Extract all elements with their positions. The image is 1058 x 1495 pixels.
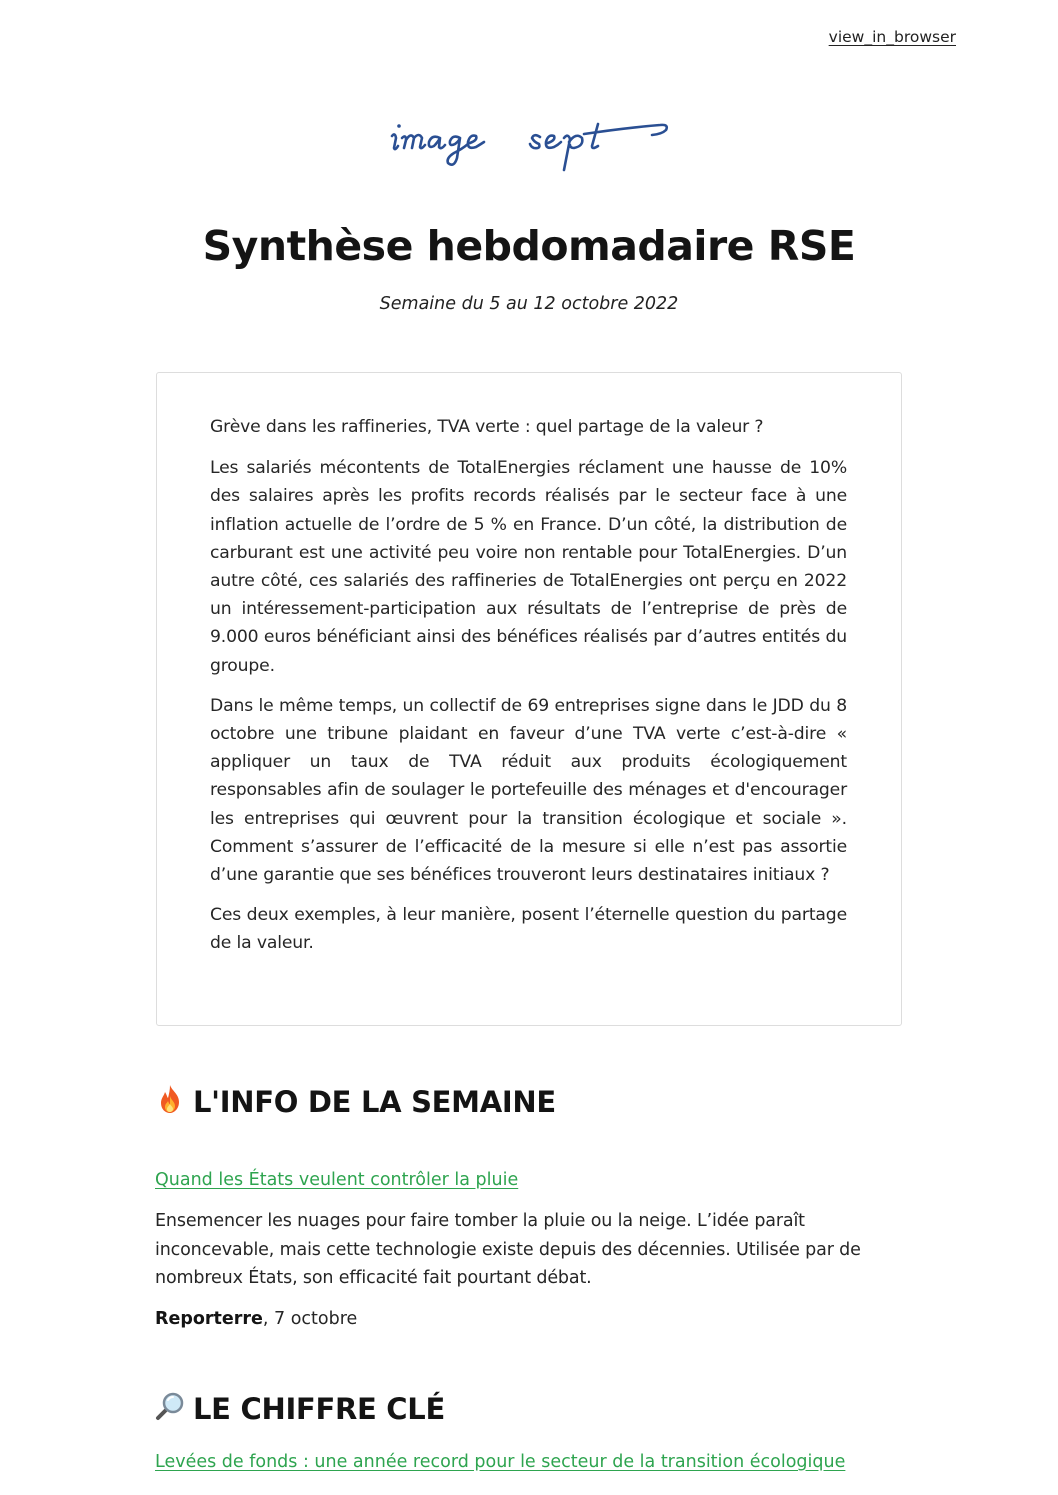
article-link-pluie[interactable]: Quand les États veulent contrôler la pluie <box>155 1170 519 1190</box>
editorial-paragraph: Ces deux exemples, à leur manière, posent l’éternelle question du partage de la valeur. <box>210 905 847 954</box>
article-description: Ensemencer les nuages pour faire tomber la pluie ou la neige. L’idée paraît inconcevable, mais cette technologie existe depuis des décennies. Utilisée par de nombreux États, son efficacité fait pourtant débat. <box>155 1211 861 1288</box>
source-date: , 7 octobre <box>262 1309 358 1329</box>
image-sept-logo <box>384 108 674 178</box>
editorial-lead: Grève dans les raffineries, TVA verte : quel partage de la valeur ? <box>210 417 764 437</box>
section-heading-text: LE CHIFFRE CLÉ <box>193 1392 445 1426</box>
page-title: Synthèse hebdomadaire RSE <box>202 222 856 270</box>
section-heading-info <box>155 1082 556 1122</box>
editorial-paragraph: Dans le même temps, un collectif de 69 entreprises signe dans le JDD du 8 octobre une tribune plaidant en faveur d’une TVA verte c’est-à-dire « appliquer un taux de TVA réduit aux produits écologiquement responsables afin de soulager le portefeuille des ménages et d'encourager les entreprises qui œuvrent pour la transition écologique et sociale ». Comment s’assurer de l’efficacité de la mesure si elle n’est pas assortie d’une garantie que ses bénéfices trouveront leurs destinataires initiaux ? <box>210 695 847 886</box>
fire-icon <box>155 1084 185 1114</box>
magnifying-glass-icon <box>155 1391 185 1421</box>
view-in-browser-link[interactable]: view_in_browser <box>828 28 956 46</box>
article-source <box>155 1306 357 1332</box>
source-name: Reporterre <box>155 1309 263 1329</box>
section-heading-chiffre <box>155 1389 445 1429</box>
section-heading-text: L'INFO DE LA SEMAINE <box>193 1085 556 1119</box>
article-link-levees-de-fonds[interactable]: Levées de fonds : une année record pour le secteur de la transition écologique <box>155 1452 846 1472</box>
page-subtitle: Semaine du 5 au 12 octobre 2022 <box>379 294 679 314</box>
editorial-paragraph: Les salariés mécontents de TotalEnergies réclament une hausse de 10% des salaires après les profits records réalisés par le secteur face à une inflation actuelle de l’ordre de 5 % en France. D’un côté, la distribution de carburant est une activité peu voire non rentable pour TotalEnergies. D’un autre côté, ces salariés des raffineries de TotalEnergies ont perçu en 2022 un intéressement-participation aux résultats de l’entreprise de près de 9.000 euros bénéficiant ainsi des bénéfices réalisés par d’autres entités du groupe. <box>210 458 847 676</box>
editorial-box <box>156 372 902 1026</box>
